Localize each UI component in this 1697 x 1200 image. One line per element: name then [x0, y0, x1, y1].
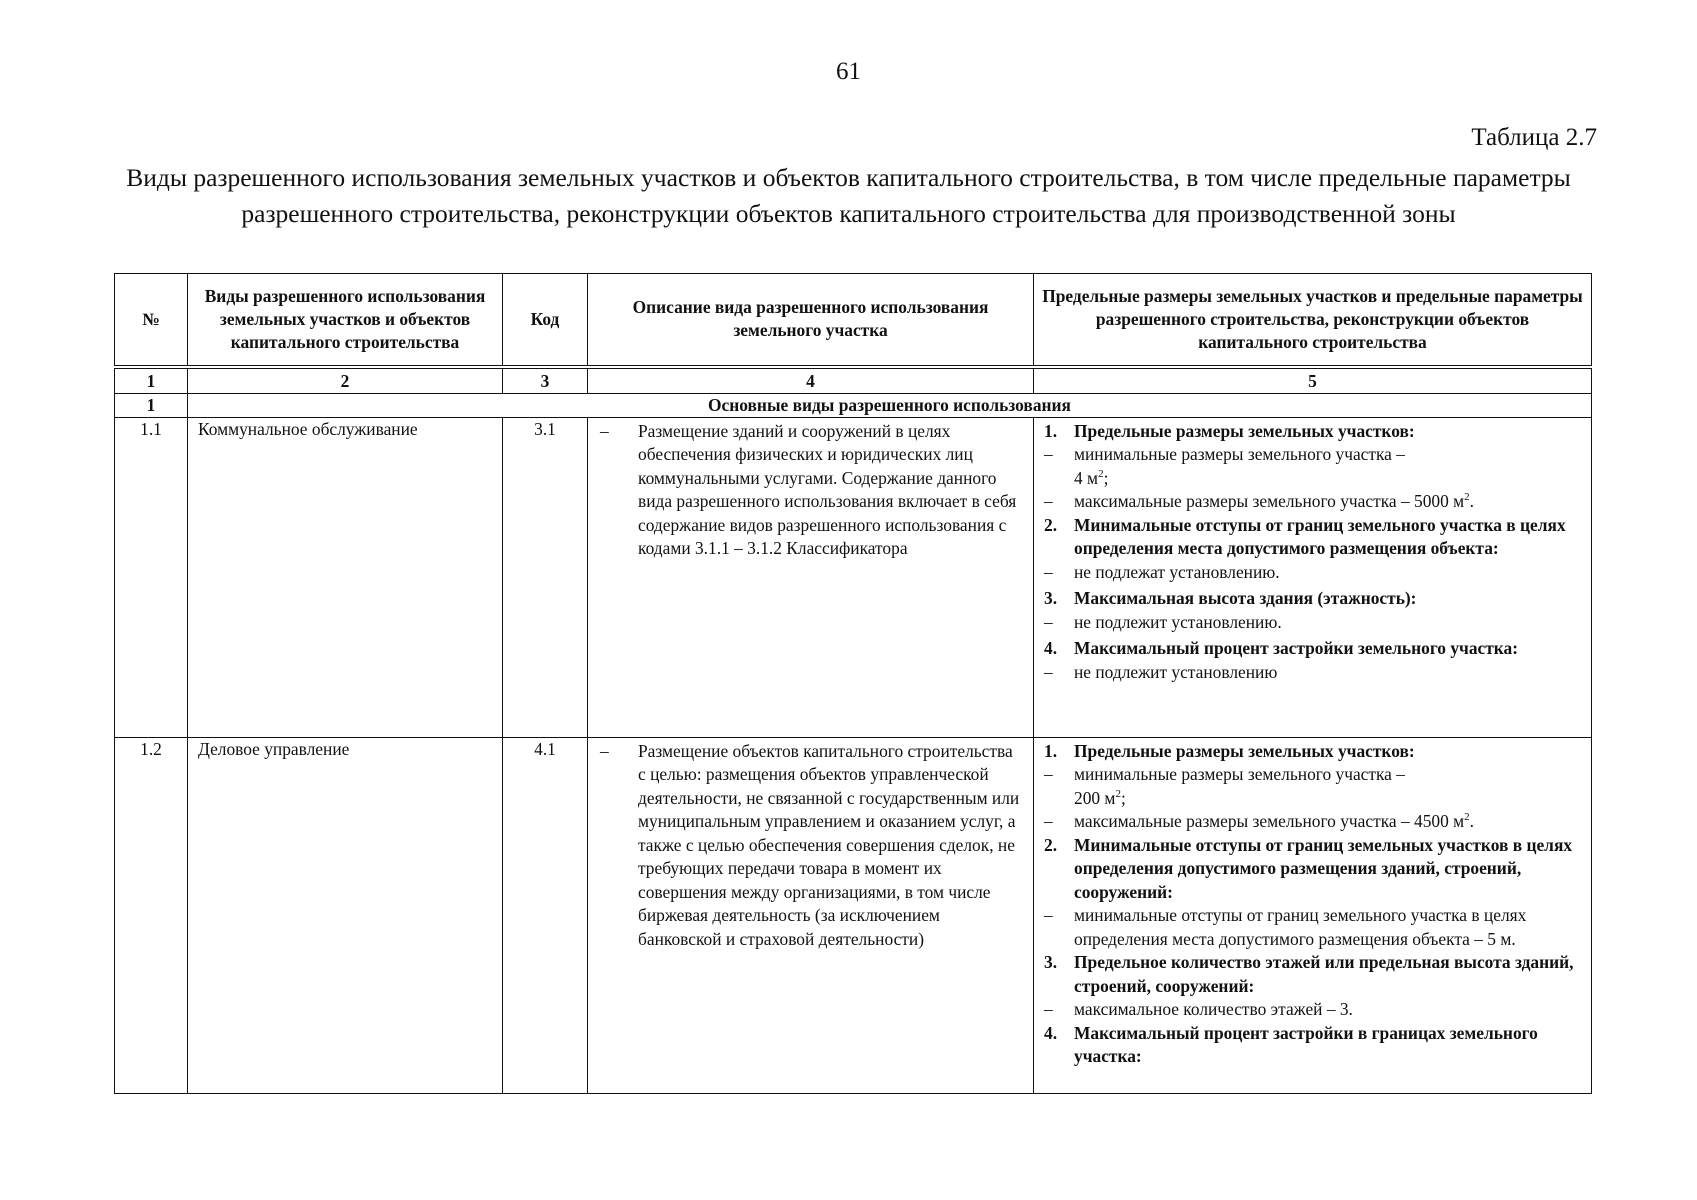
limit-value: не подлежат установлению. [1074, 561, 1280, 582]
column-number: 3 [503, 367, 588, 394]
item-marker: 2. [1044, 834, 1058, 855]
header-limits: Предельные размеры земельных участков и предельные параметры разрешенного строительства, реконструкции объектов капитального строительства [1034, 274, 1592, 367]
column-number: 5 [1034, 367, 1592, 394]
row-kind: Деловое управление [188, 737, 503, 1093]
limit-value: не подлежит установлению [1074, 661, 1278, 682]
section-num: 1 [115, 393, 188, 417]
limit-heading: Максимальный процент застройки в границах земельного участка: [1074, 1022, 1538, 1066]
limit-heading: Минимальные отступы от границ земельных участков в целях определения допустимого размещения зданий, строений, сооружений: [1074, 834, 1573, 902]
row-code: 4.1 [503, 737, 588, 1093]
row-num: 1.1 [115, 417, 188, 737]
row-num: 1.2 [115, 737, 188, 1093]
row-desc [588, 737, 1034, 1093]
desc-text: Размещение объектов капитального строительства с целью: размещения объектов управленческой деятельности, не связанной с государственным или муниципальным управлением и оказанием услуг, а также с целью обеспечения совершения сделок, не требующих передачи товара в момент их совершения между организациями, в том числе биржевая деятельность (за исключением банковской и страховой деятельности) [638, 740, 1020, 949]
header-kind: Виды разрешенного использования земельных участков и объектов капитального строительства [188, 274, 503, 367]
limit-value: 4 $м^2$; [1074, 467, 1109, 488]
item-marker: 2. [1044, 514, 1058, 535]
column-number: 1 [115, 367, 188, 394]
column-number: 4 [588, 367, 1034, 394]
limit-value: 200 $м^2$; [1074, 787, 1126, 808]
dash-marker: – [600, 420, 609, 441]
item-marker [1044, 467, 1074, 491]
column-number: 2 [188, 367, 503, 394]
row-limits [1034, 417, 1592, 737]
limit-value: максимальные размеры земельного участка – 5000 $м^2$. [1074, 491, 1474, 511]
header-num: № [115, 274, 188, 367]
limit-value: минимальные отступы от границ земельного участка в целях определения места допустимого размещения объекта – 5 м. [1074, 905, 1527, 949]
page-number: 61 [836, 58, 861, 85]
column-numbers-row [115, 367, 1592, 394]
limit-value: не подлежит установлению. [1074, 611, 1282, 632]
row-kind: Коммунальное обслуживание [188, 417, 503, 737]
item-marker: 4. [1044, 638, 1058, 658]
table-label: Таблица 2.7 [1471, 124, 1597, 151]
item-marker: – [1044, 491, 1053, 511]
header-desc: Описание вида разрешенного использования земельного участка [588, 274, 1034, 367]
header-code: Код [503, 274, 588, 367]
section-row [115, 393, 1592, 417]
table-header-row [115, 274, 1592, 367]
item-marker [1044, 787, 1074, 811]
item-marker: – [1044, 811, 1053, 831]
item-marker: 1. [1044, 740, 1058, 761]
item-marker: 3. [1044, 588, 1058, 608]
limit-heading: Минимальные отступы от границ земельного участка в целях определения места допустимого размещения объекта: [1074, 514, 1566, 558]
row-limits [1034, 737, 1592, 1093]
zoning-table [114, 273, 1592, 1094]
limit-heading: Предельные размеры земельных участков: [1074, 420, 1415, 441]
row-desc [588, 417, 1034, 737]
document-title: Виды разрешенного использования земельных участков и объектов капитального строительства, в том числе предельные параметры разрешенного строительства, реконструкции объектов капитального строительства для производственной зоны [126, 163, 1571, 228]
limit-value: минимальные размеры земельного участка – [1074, 444, 1405, 464]
item-marker: 3. [1044, 952, 1058, 972]
table-row [115, 737, 1592, 1093]
dash-marker: – [600, 740, 609, 761]
limit-value: максимальные размеры земельного участка – 4500 $м^2$. [1074, 811, 1474, 831]
limit-heading: Максимальный процент застройки земельного участка: [1074, 638, 1519, 658]
limit-heading: Максимальная высота здания (этажность): [1074, 588, 1417, 608]
item-marker: 1. [1044, 420, 1058, 441]
section-title: Основные виды разрешенного использования [188, 393, 1592, 417]
item-marker: – [1044, 764, 1053, 784]
item-marker: – [1044, 999, 1053, 1019]
item-marker: – [1044, 444, 1053, 464]
item-marker: – [1044, 611, 1053, 632]
limit-value: максимальное количество этажей – 3. [1074, 999, 1353, 1019]
item-marker: – [1044, 561, 1053, 582]
desc-text: Размещение зданий и сооружений в целях обеспечения физических и юридических лиц коммунальными услугами. Содержание данного вида разрешенного использования включает в себя содержание видов разрешенного использования с кодами 3.1.1 – 3.1.2 Классификатора [638, 420, 1017, 558]
table-row [115, 417, 1592, 737]
row-code: 3.1 [503, 417, 588, 737]
item-marker: – [1044, 905, 1053, 925]
limit-heading: Предельное количество этажей или предельная высота зданий, строений, сооружений: [1074, 952, 1574, 996]
item-marker: 4. [1044, 1022, 1058, 1043]
limit-value: минимальные размеры земельного участка – [1074, 764, 1405, 784]
limit-heading: Предельные размеры земельных участков: [1074, 740, 1415, 761]
item-marker: – [1044, 661, 1053, 682]
